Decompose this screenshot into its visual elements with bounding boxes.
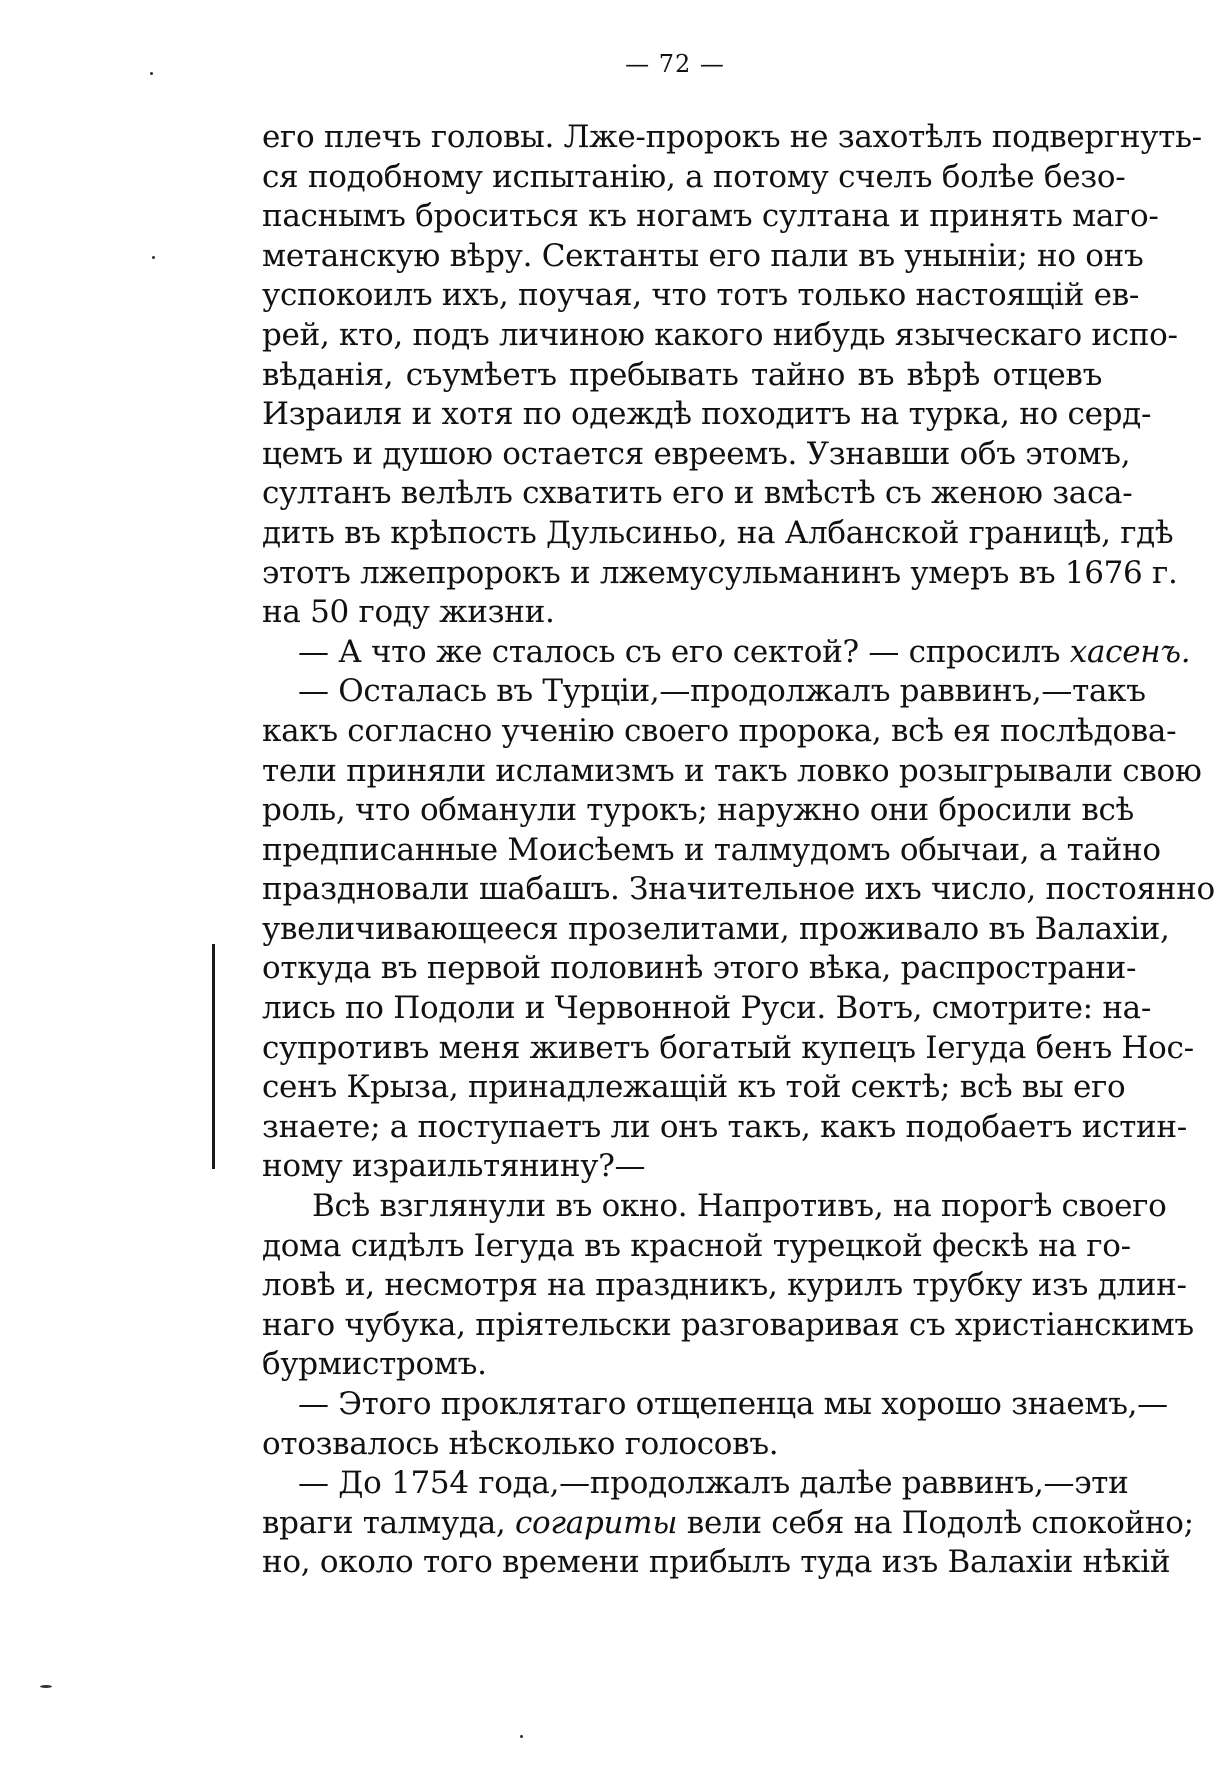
text-line: ся подобному испытанію, а потому счелъ болѣе безо- [262, 158, 1126, 195]
print-speck [150, 72, 153, 75]
text-line: султанъ велѣлъ схватить его и вмѣстѣ съ женою заса- [262, 475, 1133, 512]
dialogue-line [262, 633, 1191, 673]
text-line: тели приняли исламизмъ и такъ ловко розыгрывали свою [262, 752, 1202, 789]
text-line: — До 1754 года,—продолжалъ далѣе раввинъ,—эти [298, 1465, 1129, 1502]
text-line: Израиля и хотя по одеждѣ походитъ на турка, но серд- [262, 396, 1152, 433]
text-line: наго чубука, пріятельски разговаривая съ христіанскимъ [262, 1306, 1194, 1343]
text-line: сенъ Крыза, принадлежащій къ той сектѣ; всѣ вы его [262, 1069, 1126, 1106]
text-line: увеличивающееся прозелитами, проживало въ Валахіи, [262, 910, 1170, 947]
text-line: бурмистромъ. [262, 1346, 487, 1383]
print-speck [152, 256, 155, 259]
text-segment: вели себя на Подолѣ спокойно; [686, 1504, 1194, 1541]
print-speck [40, 1685, 52, 1688]
text-line: но, около того времени прибылъ туда изъ Валахіи нѣкій [262, 1544, 1171, 1581]
text-line: какъ согласно ученію своего пророка, всѣ ея послѣдова- [262, 712, 1177, 749]
page-number: — 72 — [625, 50, 725, 78]
text-line: супротивъ меня живетъ богатый купецъ Іегуда бенъ Нос- [262, 1029, 1194, 1066]
text-line: ному израильтянину?— [262, 1148, 646, 1185]
print-speck [520, 1735, 523, 1738]
text-line-with-italic [262, 1504, 1194, 1544]
text-line: этотъ лжепророкъ и лжемусульманинъ умеръ въ 1676 г. [262, 554, 1178, 591]
text-line: знаете; а поступаетъ ли онъ такъ, какъ подобаетъ истин- [262, 1108, 1187, 1145]
dialogue-text: — А что же сталось съ его сектой? — спросилъ [298, 633, 1061, 670]
italic-word: согариты [515, 1504, 678, 1541]
text-line: лись по Подоли и Червонной Руси. Вотъ, смотрите: на- [262, 990, 1152, 1027]
text-line: вѣданія, съумѣетъ пребывать тайно въ вѣрѣ отцевъ [262, 356, 1102, 393]
body-text [262, 118, 1215, 1583]
text-line: роль, что обманули турокъ; наружно они бросили всѣ [262, 792, 1134, 829]
italic-word: хасенъ. [1069, 633, 1191, 670]
text-line: паснымъ броситься къ ногамъ султана и принять маго- [262, 198, 1159, 235]
text-line: — Осталась въ Турціи,—продолжалъ раввинъ,—такъ [298, 673, 1146, 710]
text-line: праздновали шабашъ. Значительное ихъ число, постоянно [262, 871, 1215, 908]
text-line: дить въ крѣпость Дульсиньо, на Албанской границѣ, гдѣ [262, 514, 1174, 551]
text-line: откуда въ первой половинѣ этого вѣка, распространи- [262, 950, 1137, 987]
text-line: — Этого проклятаго отщепенца мы хорошо знаемъ,— [298, 1386, 1168, 1422]
text-line: отозвалось нѣсколько голосовъ. [262, 1425, 779, 1462]
text-line: дома сидѣлъ Іегуда въ красной турецкой фескѣ на го- [262, 1227, 1131, 1264]
text-line: успокоилъ ихъ, поучая, что тотъ только настоящій ев- [262, 277, 1140, 314]
text-line: на 50 году жизни. [262, 594, 555, 631]
text-line: Всѣ взглянули въ окно. Напротивъ, на порогѣ своего [312, 1188, 1167, 1225]
text-line: цемъ и душою остается евреемъ. Узнавши объ этомъ, [262, 435, 1131, 472]
text-line: ловѣ и, несмотря на праздникъ, курилъ трубку изъ длин- [262, 1267, 1187, 1304]
text-line: рей, кто, подъ личиною какого нибудь языческаго испо- [262, 316, 1178, 353]
margin-rule [212, 944, 215, 1169]
text-segment: враги талмуда, [262, 1504, 506, 1541]
text-line: его плечъ головы. Лже-пророкъ не захотѣлъ подвергнуть- [262, 119, 1202, 155]
text-line: предписанные Моисѣемъ и талмудомъ обычаи, а тайно [262, 831, 1161, 868]
text-line: метанскую вѣру. Сектанты его пали въ уныніи; но онъ [262, 237, 1144, 274]
